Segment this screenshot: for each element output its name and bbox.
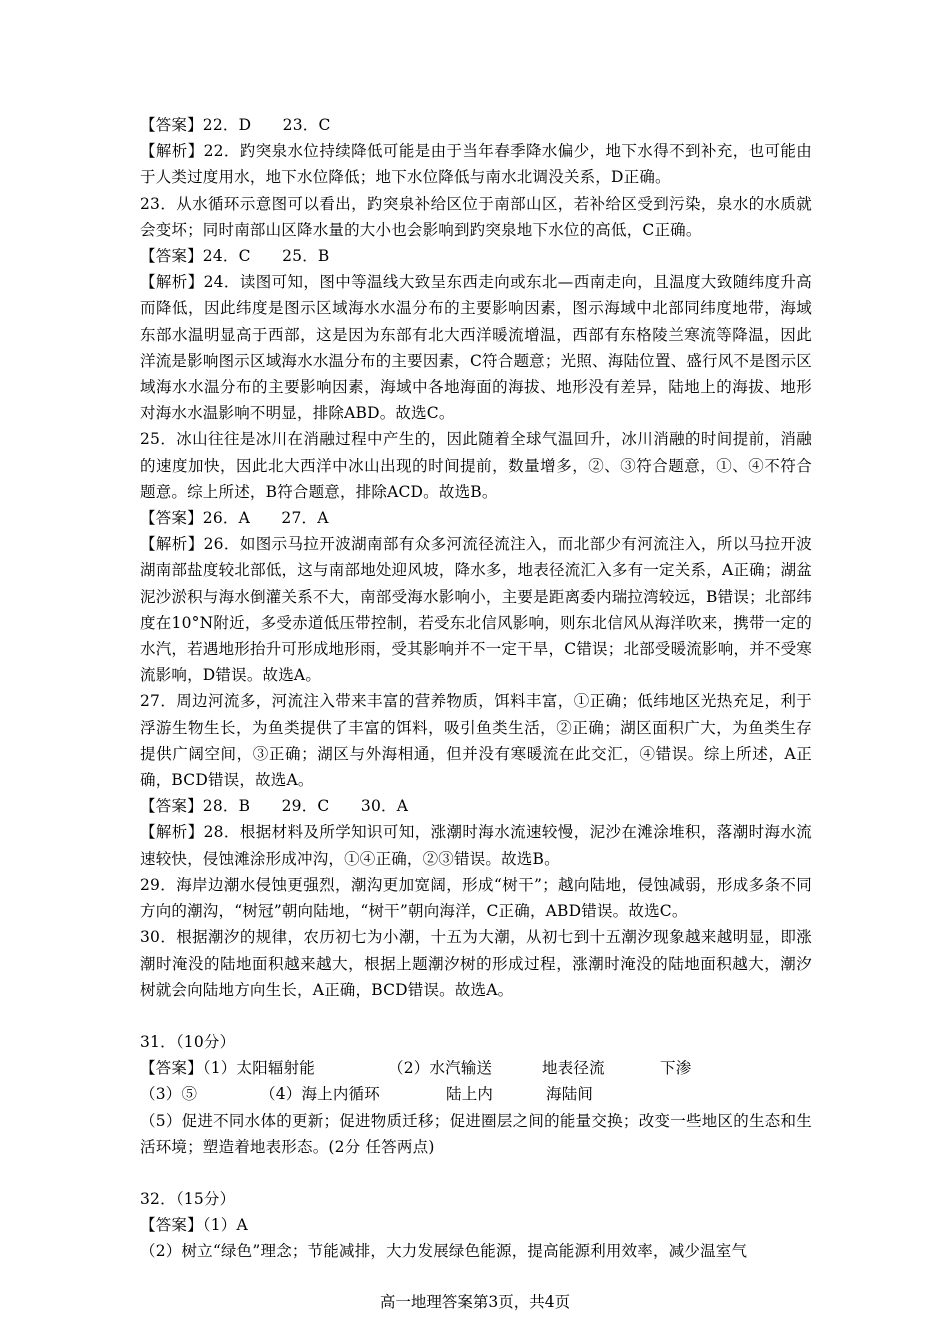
paragraph: 32．（15分） [140,1189,236,1208]
page-footer: 高一地理答案第3页，共4页 [379,1293,571,1311]
answer-cell: 地表径流 [542,1059,605,1078]
paragraph: 31．（10分） [140,1032,236,1051]
paragraph: 【解析】26．如图示马拉开波湖南部有众多河流径流注入，而北部少有河流注入，所以马拉开波湖南部盐度较北部低，这与南部地处迎风坡，降水多，地表径流汇入多有一定关系，A正确；湖盆泥沙淤积与海水倒灌关系不大，南部受海水影响小，主要是距离委内瑞拉湾较远，B错误；北部纬度在10°N附近，多受赤道低压带控制，若受东北信风影响，则东北信风从海洋吹来，携带一定的水汽，若遇地形抬升可形成地形雨，受其影响并不一定干旱，C错误；北部受暖流影响，并不受寒流影响，D错误。故选A。 [140,535,812,685]
paragraph: 【答案】24．C 25．B [140,247,330,266]
paragraph: 【答案】26．A 27．A [140,509,329,528]
paragraph: 23．从水循环示意图可以看出，趵突泉补给区位于南部山区，若补给区受到污染，泉水的水质就会变坏；同时南部山区降水量的大小也会影响到趵突泉地下水位的高低，C正确。 [140,194,812,239]
paragraph: （2）树立“绿色”理念；节能减排，大力发展绿色能源，提高能源利用效率，减少温室气 [140,1242,748,1261]
paragraph: 【解析】24．读图可知，图中等温线大致呈东西走向或东北—西南走向，且温度大致随纬度升高而降低，因此纬度是图示区域海水水温分布的主要影响因素，图示海域中北部同纬度地带，海域东部水温明显高于西部，这是因为东部有北大西洋暖流增温，西部有东格陵兰寒流等降温，因此洋流是影响图示区域海水水温分布的主要因素，C符合题意；光照、海陆位置、盛行风不是图示区域海水水温分布的主要影响因素，海域中各地海面的海拔、地形没有差异，陆地上的海拔、地形对海水水温影响不明显，排除ABD。故选C。 [140,273,812,423]
answer-row [140,1081,812,1107]
answer-cell: 【答案】（1）太阳辐射能 [140,1059,316,1078]
paragraph: 25．冰山往往是冰川在消融过程中产生的，因此随着全球气温回升，冰川消融的时间提前，消融的速度加快，因此北大西洋中冰山出现的时间提前，数量增多，②、③符合题意，①、④不符合题意。综上所述，B符合题意，排除ACD。故选B。 [140,430,812,501]
answer-cell: 海陆间 [546,1085,594,1104]
answer-cell: 下渗 [660,1059,692,1078]
answer-content [140,112,812,1265]
paragraph: 【答案】28．B 29．C 30．A [140,797,409,816]
answer-cell: 陆上内 [446,1085,494,1104]
paragraph: 29．海岸边潮水侵蚀更强烈，潮沟更加宽阔，形成“树干”；越向陆地，侵蚀减弱，形成多条不同方向的潮沟，“树冠”朝向陆地，“树干”朝向海洋，C正确，ABD错误。故选C。 [140,875,812,921]
paragraph: 【答案】（1）A [140,1216,248,1235]
paragraph: 【解析】28．根据材料及所学知识可知，涨潮时海水流速较慢，泥沙在滩涂堆积，落潮时海水流速较快，侵蚀滩涂形成冲沟，①④正确，②③错误。故选B。 [140,823,812,868]
paragraph: 【解析】22．趵突泉水位持续降低可能是由于当年春季降水偏少，地下水得不到补充，也可能由于人类过度用水，地下水位降低；地下水位降低与南水北调没关系，D正确。 [140,142,812,187]
answer-cell: （4）海上内循环 [260,1085,380,1104]
section-gap [140,1160,812,1186]
paragraph: 【答案】22．D 23．C [140,116,331,134]
answer-cell: （2）水汽输送 [388,1059,493,1078]
paragraph: 30．根据潮汐的规律，农历初七为小潮，十五为大潮，从初七到十五潮汐现象越来越明显，即涨潮时淹没的陆地面积越来越大，根据上题潮汐树的形成过程，涨潮时淹没的陆地面积越大，潮汐树就会向陆地方向生长，A正确，BCD错误。故选A。 [140,928,812,999]
answer-cell: （3）⑤ [140,1085,198,1104]
paragraph: （5）促进不同水体的更新；促进物质迁移；促进圈层之间的能量交换；改变一些地区的生态和生活环境；塑造着地表形态。(2分 任答两点) [140,1111,812,1156]
section-gap [140,1003,812,1029]
answer-row [140,1055,812,1081]
paragraph: 27．周边河流多，河流注入带来丰富的营养物质，饵料丰富，①正确；低纬地区光热充足，利于浮游生物生长，为鱼类提供了丰富的饵料，吸引鱼类生活，②正确；湖区面积广大，为鱼类生存提供广阔空间，③正确；湖区与外海相通，但并没有寒暖流在此交汇，④错误。综上所述，A正确，BCD错误，故选A。 [140,692,812,790]
